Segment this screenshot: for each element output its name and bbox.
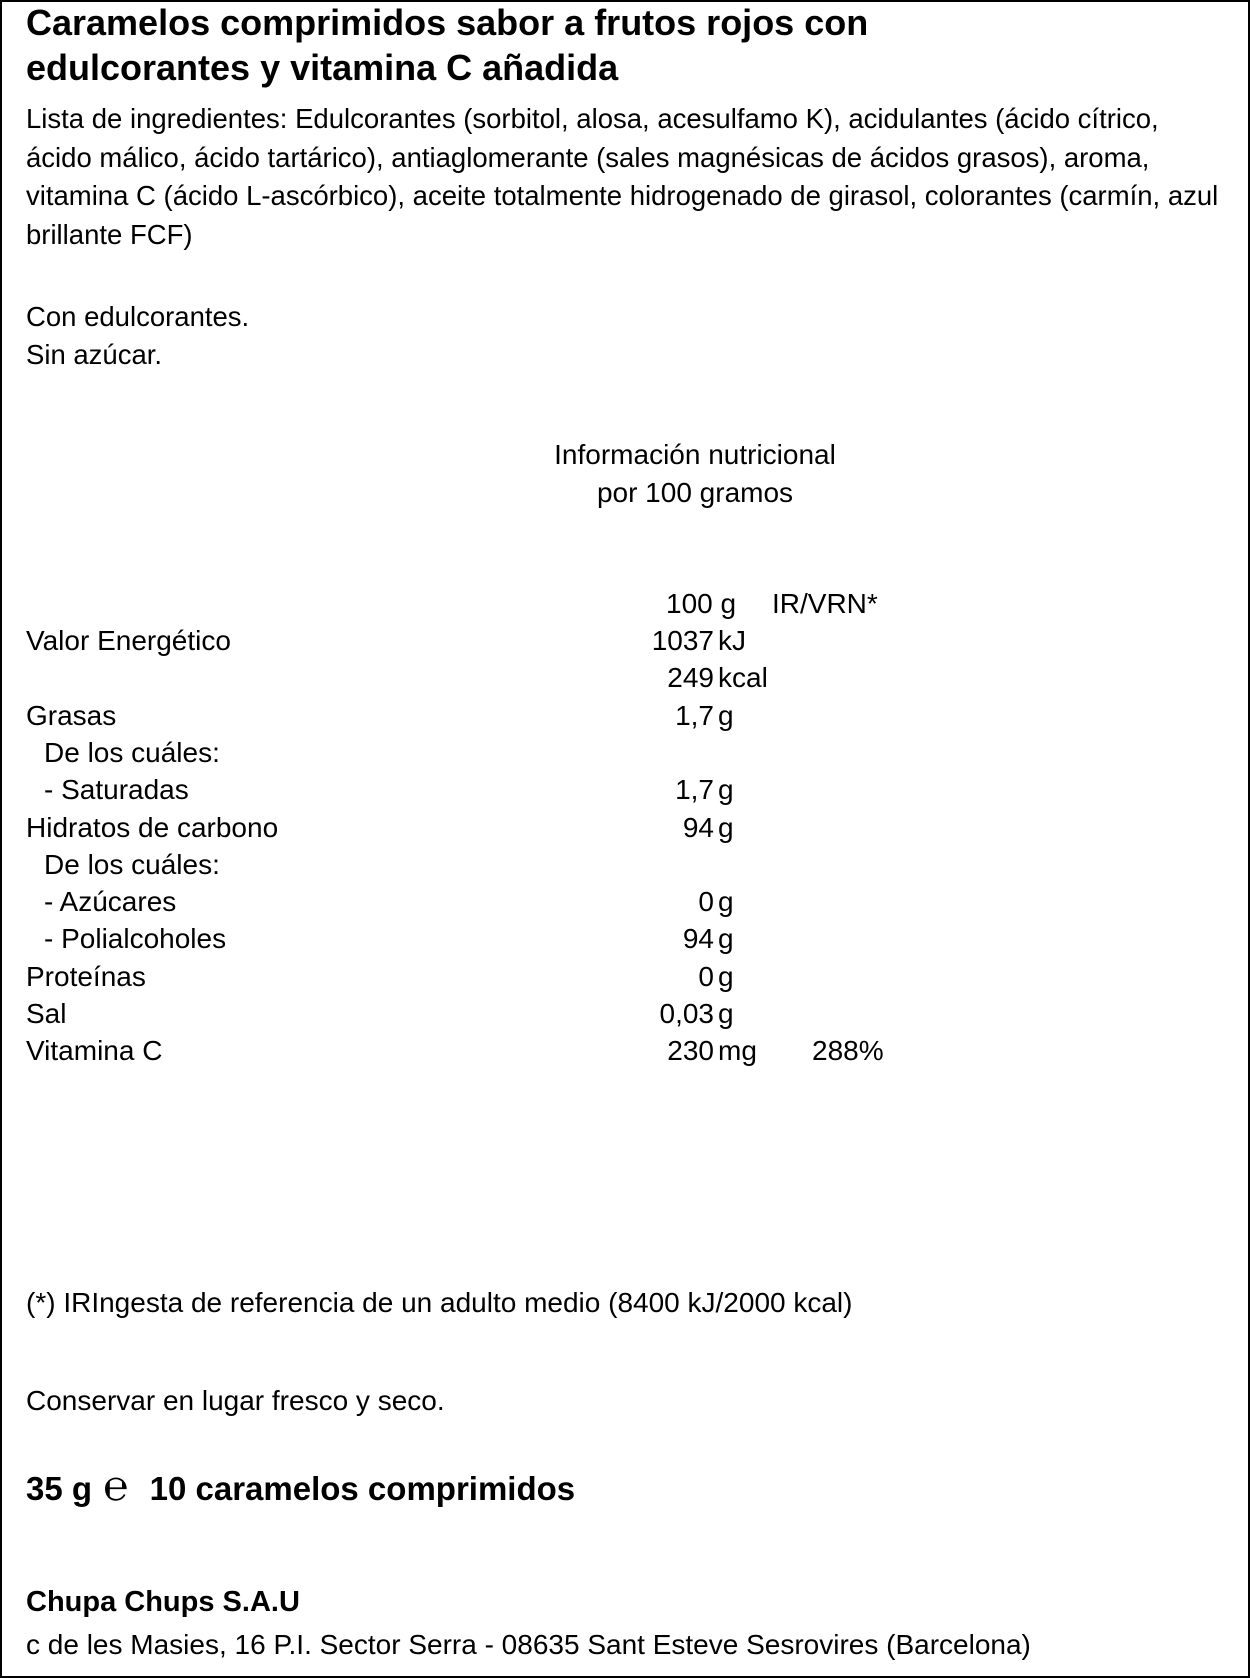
nutrition-row-value: 0 <box>698 886 714 918</box>
nutrition-row-unit: g <box>718 811 734 843</box>
nutrition-column-header-ir: IR/VRN* <box>772 588 878 619</box>
nutrition-row-label: Grasas <box>26 699 117 731</box>
nutrition-row <box>0 995 1250 1032</box>
nutrition-row <box>0 622 1250 659</box>
product-title <box>26 0 868 90</box>
nutrition-row <box>0 883 1250 920</box>
nutrition-row <box>0 958 1250 995</box>
nutrition-row-unit: g <box>718 998 734 1029</box>
nutrition-row-unit: kcal <box>718 662 768 694</box>
net-quantity <box>26 1461 576 1510</box>
nutrition-row-value: 94 <box>682 923 714 955</box>
nutrition-row-value: 1037 <box>651 625 714 656</box>
nutrition-row-unit: g <box>718 923 734 955</box>
nutrition-column-header-100g: 100 g <box>666 588 737 619</box>
nutrition-subtitle: por 100 gramos <box>596 477 794 508</box>
nutrition-row-unit: g <box>718 699 734 731</box>
nutrition-title: Información nutricional <box>554 439 836 470</box>
reference-intake-footnote: (*) IRIngesta de referencia de un adulto medio (8400 kJ/2000 kcal) <box>26 1287 853 1318</box>
nutrition-row <box>0 659 1250 696</box>
claim-sugar-free: Sin azúcar. <box>26 339 163 370</box>
storage-instructions: Conservar en lugar fresco y seco. <box>26 1385 445 1416</box>
unit-count: 10 caramelos comprimidos <box>149 1470 576 1507</box>
company-name: Chupa Chups S.A.U <box>26 1586 300 1618</box>
product-title-line-1: Caramelos comprimidos sabor a frutos rojos con <box>26 2 869 43</box>
nutrition-row-percent: 288% <box>812 1035 884 1067</box>
nutrition-row-label: - Saturadas <box>44 774 189 806</box>
nutrition-row-unit: g <box>718 774 734 806</box>
nutrition-row <box>0 771 1250 808</box>
nutrition-row <box>0 920 1250 957</box>
nutrition-row-label: Hidratos de carbono <box>26 811 279 843</box>
nutrition-row-label: - Azúcares <box>44 886 177 918</box>
nutrition-row-value: 0 <box>698 960 714 992</box>
nutrition-row-label: Proteínas <box>26 960 146 992</box>
nutrition-row <box>0 846 1250 883</box>
nutrition-row-label: - Polialcoholes <box>44 923 227 955</box>
nutrition-row-label: Vitamina C <box>26 1035 163 1067</box>
nutrition-row-label: De los cuáles: <box>44 848 220 880</box>
nutrition-row-value: 0,03 <box>659 998 714 1029</box>
nutrition-row-value: 94 <box>682 811 714 843</box>
claim-sweeteners: Con edulcorantes. <box>26 301 250 332</box>
nutrition-row <box>0 809 1250 846</box>
nutrition-row-unit: g <box>718 886 734 918</box>
nutrition-row <box>0 734 1250 771</box>
nutrition-row-value: 230 <box>667 1035 714 1067</box>
nutrition-row-unit: kJ <box>718 625 746 656</box>
nutrition-row-label: Sal <box>26 998 67 1029</box>
nutrition-row-value: 249 <box>667 662 714 694</box>
net-weight: 35 g <box>26 1470 93 1507</box>
estimated-sign-icon: ℮ <box>103 1461 129 1510</box>
nutrition-row <box>0 697 1250 734</box>
nutrition-row-value: 1,7 <box>675 699 714 731</box>
nutrition-row-label: De los cuáles: <box>44 736 220 768</box>
nutrition-row-label: Valor Energético <box>26 625 231 656</box>
nutrition-row-value: 1,7 <box>675 774 714 806</box>
ingredients-list: Lista de ingredientes: Edulcorantes (sorbitol, alosa, acesulfamo K), acidulantes (ácido cítrico, ácido málico, ácido tartárico), antiaglomerante (sales magnésicas de ácidos grasos), aroma, vitamina C (ácido L-ascórbico), aceite totalmente hidrogenado de girasol, colorantes (carmín, azul brillante FCF) <box>26 103 1219 250</box>
nutrition-row <box>0 1032 1250 1069</box>
product-title-line-2: edulcorantes y vitamina C añadida <box>26 47 619 88</box>
company-address: c de les Masies, 16 P.I. Sector Serra - 08635 Sant Esteve Sesrovires (Barcelona) <box>26 1629 1031 1660</box>
nutrition-row-unit: mg <box>718 1035 757 1067</box>
nutrition-row-unit: g <box>718 960 734 992</box>
